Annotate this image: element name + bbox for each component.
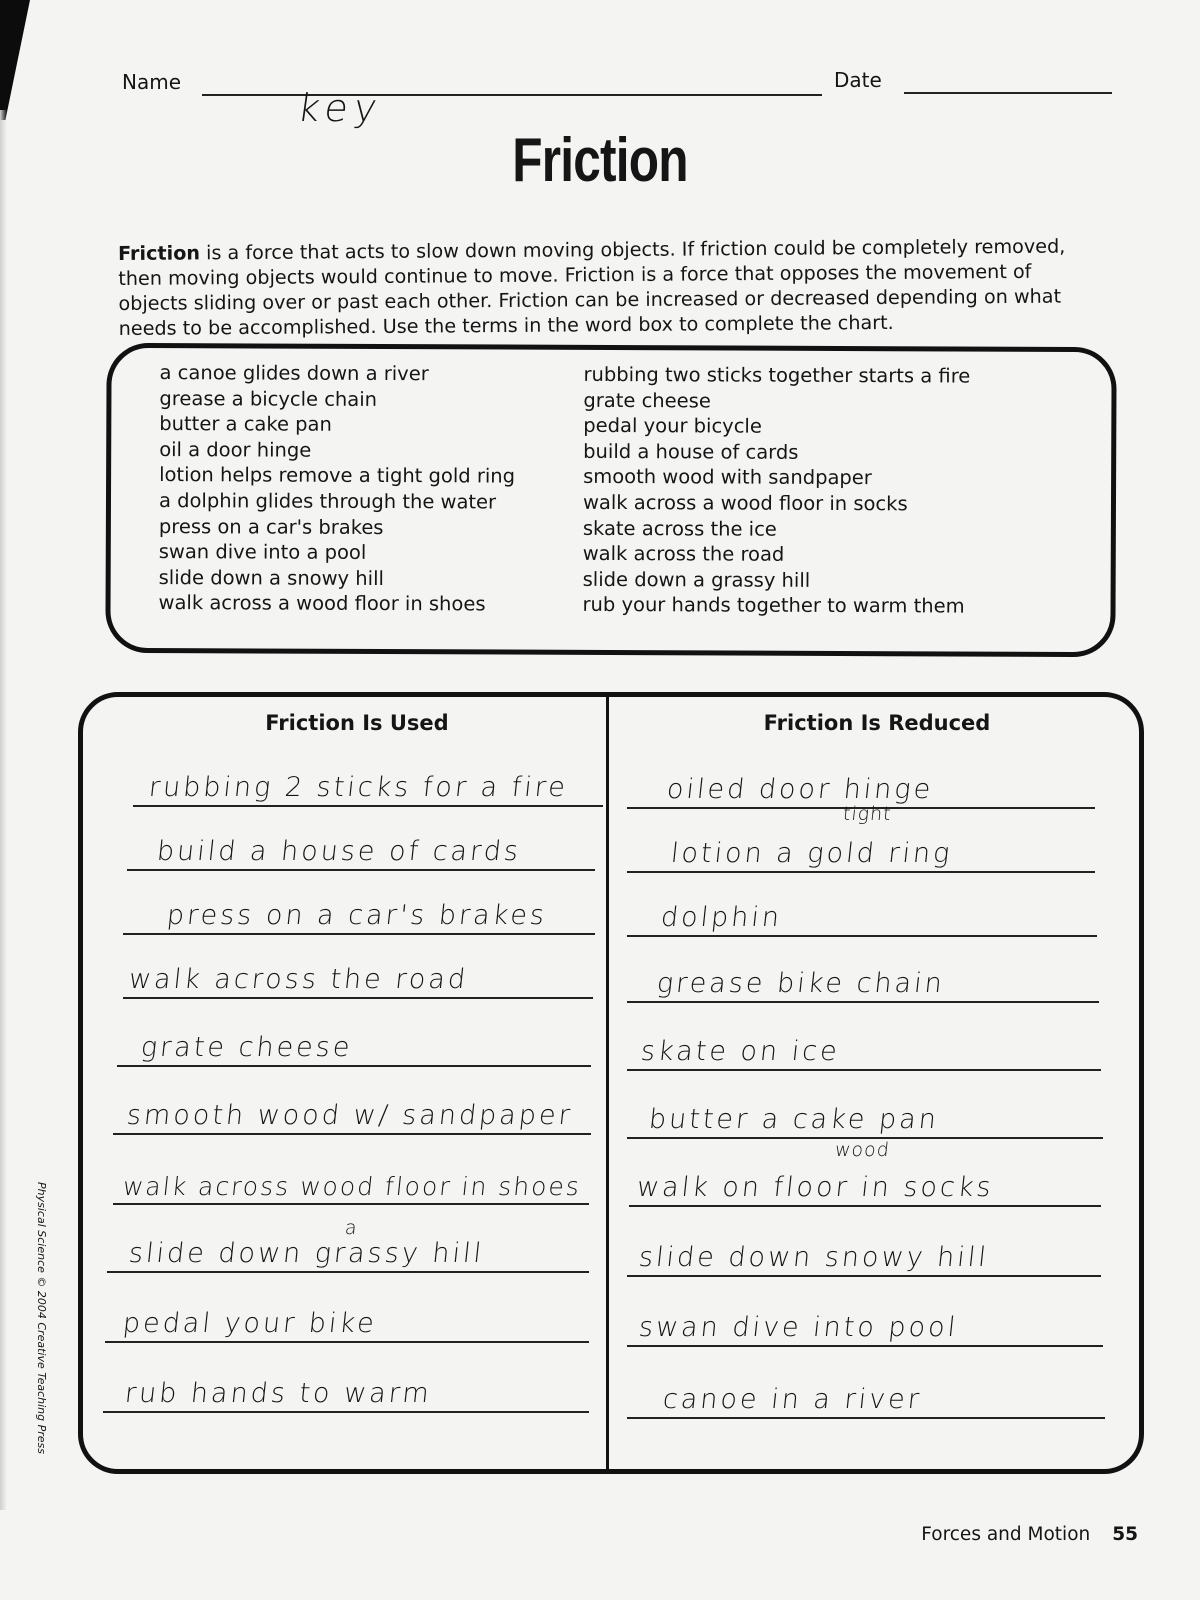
copyright-credit: Physical Science © 2004 Creative Teaching Press xyxy=(35,1182,48,1455)
answer-line[interactable] xyxy=(117,1005,591,1067)
word-item: skate across the ice xyxy=(582,516,777,541)
word-item: pedal your bicycle xyxy=(583,414,762,438)
page-title: Friction xyxy=(512,126,688,195)
answer-text: walk on floor in socks xyxy=(635,1172,996,1203)
answer-line[interactable] xyxy=(127,809,595,871)
word-item: butter a cake pan xyxy=(159,412,332,436)
answer-line[interactable] xyxy=(103,1351,589,1413)
word-item: walk across the road xyxy=(582,542,785,566)
answer-line[interactable] xyxy=(113,1143,589,1205)
answer-line[interactable] xyxy=(629,1139,1101,1207)
word-item: walk across a wood floor in socks xyxy=(582,490,908,516)
answer-text: slide down grassy hill xyxy=(127,1238,486,1269)
answer-text: rubbing 2 sticks for a fire xyxy=(147,772,570,803)
answer-line[interactable] xyxy=(113,1073,591,1135)
word-item: slide down a snowy hill xyxy=(158,565,384,590)
word-item: grate cheese xyxy=(583,388,711,413)
answer-text: pedal your bike xyxy=(121,1308,379,1339)
word-item: grease a bicycle chain xyxy=(159,386,378,411)
answer-line[interactable] xyxy=(627,875,1097,937)
answer-text: skate on ice xyxy=(639,1036,842,1067)
word-box xyxy=(105,343,1116,657)
answer-text: oiled door hinge xyxy=(665,774,935,805)
word-item: rub your hands together to warm them xyxy=(582,593,965,618)
word-item: smooth wood with sandpaper xyxy=(583,465,872,490)
answer-text: smooth wood w/ sandpaper xyxy=(125,1100,575,1131)
page-number: 55 xyxy=(1112,1524,1138,1545)
intro-paragraph xyxy=(118,234,1079,342)
friction-chart xyxy=(78,692,1144,1474)
word-box-right-column xyxy=(582,362,970,620)
answer-text: slide down snowy hill xyxy=(637,1242,991,1273)
answer-line[interactable] xyxy=(105,1281,589,1343)
word-item: build a house of cards xyxy=(583,439,799,464)
insertion-note: tight xyxy=(841,803,893,825)
answer-line[interactable] xyxy=(133,745,603,807)
word-item: walk across a wood floor in shoes xyxy=(158,591,486,616)
word-item: oil a door hinge xyxy=(159,437,312,462)
scan-edge-gradient xyxy=(0,110,7,1510)
word-item: lotion helps remove a tight gold ring xyxy=(159,463,516,488)
answer-text: canoe in a river xyxy=(661,1384,924,1415)
answer-text: swan dive into pool xyxy=(637,1312,960,1343)
friction-used-column xyxy=(107,697,607,1469)
answer-line[interactable] xyxy=(627,941,1099,1003)
date-field[interactable] xyxy=(904,92,1112,94)
answer-line[interactable] xyxy=(627,1215,1101,1277)
answer-text: lotion a gold ring xyxy=(669,838,954,869)
answer-line[interactable] xyxy=(627,1357,1105,1419)
intro-text: is a force that acts to slow down moving objects. If friction could be completely removed, then moving objects would continue to move. Friction is a force that opposes the movement of objects sliding over or past each other. Friction can be increased or decreased depending on what needs to be accomplished. Use the terms in the word box to complete the chart. xyxy=(118,234,1066,341)
friction-used-header: Friction Is Used xyxy=(265,711,449,735)
answer-text: press on a car's brakes xyxy=(165,900,549,931)
friction-reduced-column xyxy=(627,697,1127,1469)
answer-text: walk across wood floor in shoes xyxy=(121,1172,583,1201)
answer-line[interactable] xyxy=(107,1211,589,1273)
insertion-note: wood xyxy=(833,1139,892,1161)
answer-line[interactable] xyxy=(123,937,593,999)
name-field[interactable] xyxy=(202,86,822,130)
scan-edge-shadow xyxy=(0,0,30,120)
date-label: Date xyxy=(834,68,882,92)
answer-line[interactable] xyxy=(627,747,1095,809)
answer-line[interactable] xyxy=(123,873,595,935)
word-item: a canoe glides down a river xyxy=(159,361,429,386)
answer-line[interactable] xyxy=(627,1077,1103,1139)
word-item: swan dive into a pool xyxy=(158,540,367,565)
answer-text: dolphin xyxy=(659,902,784,933)
answer-line[interactable] xyxy=(627,1009,1101,1071)
word-item: press on a car's brakes xyxy=(158,514,384,539)
word-box-left-column xyxy=(158,360,515,617)
name-label: Name xyxy=(122,70,182,94)
answer-text: butter a cake pan xyxy=(647,1104,941,1135)
page-footer xyxy=(921,1524,1138,1545)
answer-text: rub hands to warm xyxy=(123,1378,434,1409)
answer-text: walk across the road xyxy=(127,964,470,995)
insertion-note: a xyxy=(343,1217,359,1239)
intro-bold-term: Friction xyxy=(118,241,201,266)
answer-text: grate cheese xyxy=(139,1032,355,1063)
answer-line[interactable] xyxy=(627,803,1095,873)
answer-line[interactable] xyxy=(627,1285,1103,1347)
name-value: key xyxy=(294,86,386,130)
answer-text: grease bike chain xyxy=(655,968,947,999)
word-item: slide down a grassy hill xyxy=(582,567,811,592)
header-row xyxy=(122,58,1112,130)
word-item: a dolphin glides through the water xyxy=(158,488,497,514)
friction-reduced-header: Friction Is Reduced xyxy=(763,711,991,735)
word-item: rubbing two sticks together starts a fire xyxy=(583,362,971,388)
answer-text: build a house of cards xyxy=(155,836,523,867)
footer-section: Forces and Motion xyxy=(921,1524,1091,1545)
